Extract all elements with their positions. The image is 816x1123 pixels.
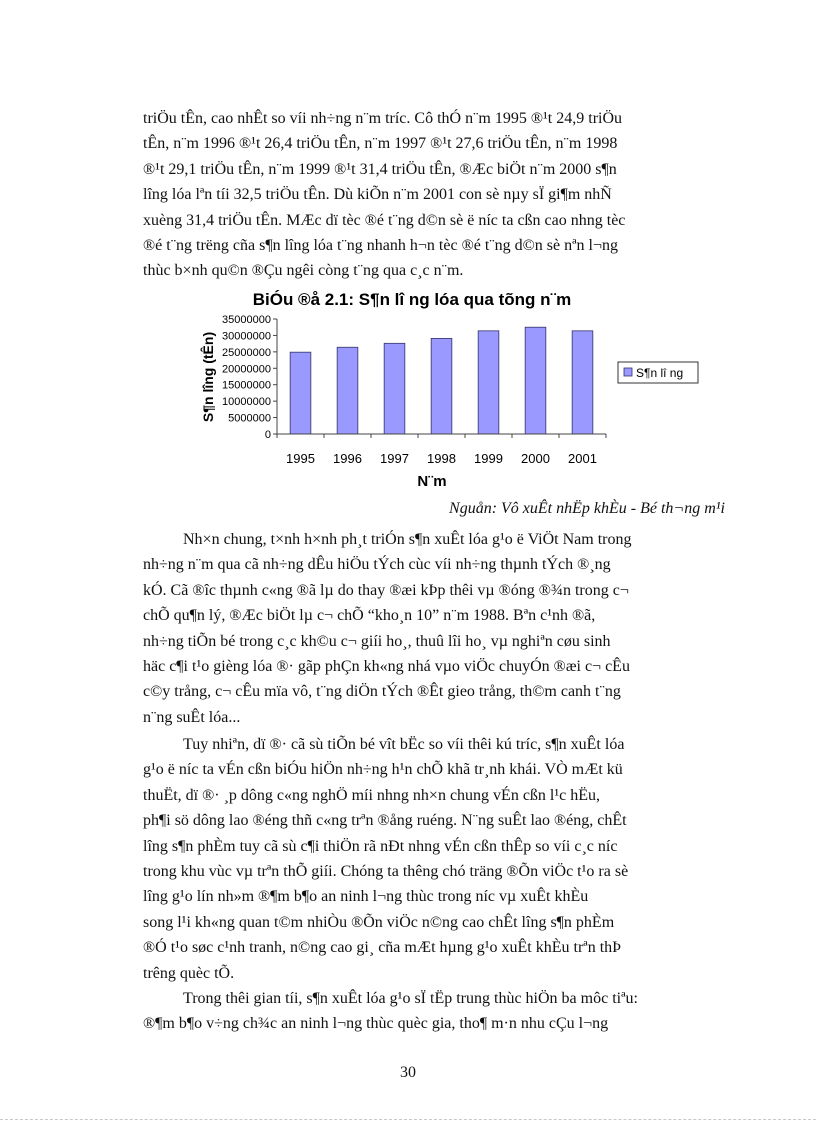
text-line: tÊn, n¨m 1996 ®¹t 26,4 triÖu tÊn, n¨m 1997 ®¹t 27,6 triÖu tÊn, n¨m 1998 bbox=[143, 135, 618, 153]
y-tick-label: 35000000 bbox=[222, 314, 271, 326]
text-line: triÖu tÊn, cao nhÊt so víi nh÷ng n¨m tríc. Cô thÓ n¨m 1995 ®¹t 24,9 triÖu bbox=[143, 110, 623, 127]
x-tick-label: 1999 bbox=[474, 451, 503, 466]
bars-group bbox=[290, 327, 593, 434]
text-line: ph¶i sö dông lao ®éng thñ c«ng trªn ®ång ruéng. N¨ng suÊt lao ®éng, chÊt bbox=[143, 812, 627, 830]
text-line: trêng quèc tÕ. bbox=[143, 964, 235, 982]
bar-1998 bbox=[431, 338, 452, 434]
text-line: chÕ qu¶n lý, ®Æc biÖt lµ c¬ chÕ “kho¸n 10” n¨m 1988. Bªn c¹nh ®ã, bbox=[143, 607, 596, 625]
x-axis-ticks bbox=[277, 434, 606, 466]
bar-2001 bbox=[572, 331, 593, 434]
bar-1999 bbox=[478, 331, 499, 434]
source-caption: Nguån: Vô xuÊt nhËp khÈu - Bé th¬ng m¹i bbox=[449, 500, 725, 517]
text-line: song l¹i kh«ng quan t©m nhiÒu ®Õn viÖc n©ng cao chÊt lîng s¶n phÈm bbox=[143, 913, 615, 931]
legend bbox=[618, 362, 698, 383]
bar-1997 bbox=[384, 343, 405, 434]
y-tick-label: 30000000 bbox=[222, 330, 271, 343]
text-line: nh÷ng n¨m qua cã nh÷ng dÊu hiÖu tÝch cùc víi nh÷ng thµnh tÝch ®¸ng bbox=[143, 556, 611, 574]
y-tick-label: 5000000 bbox=[228, 412, 271, 425]
y-tick-label: 10000000 bbox=[222, 396, 271, 409]
chart-ylabel: S¶n lîng (tÊn) bbox=[200, 331, 216, 423]
chart-xlabel: N¨m bbox=[417, 473, 447, 490]
page-number: 30 bbox=[400, 1064, 416, 1081]
text-line: c©y trång, c¬ cÊu mïa vô, t¨ng diÖn tÝch ®Êt gieo trång, th©m canh t¨ng bbox=[143, 683, 621, 701]
text-line: lîng g¹o lín nh»m ®¶m b¶o an ninh l¬ng thùc trong níc vµ xuÊt khÈu bbox=[143, 888, 589, 906]
text-line: n¨ng suÊt lóa... bbox=[143, 708, 241, 726]
text-line: häc c¶i t¹o gièng lóa ®· gãp phÇn kh«ng nhá vµo viÖc chuyÓn ®æi c¬ cÊu bbox=[143, 657, 630, 675]
text-line: xuèng 31,4 triÖu tÊn. MÆc dï tèc ®é t¨ng d©n sè ë níc ta cßn cao nhng tèc bbox=[143, 211, 626, 229]
chart-title: BiÓu ®å 2.1: S¶n lî ng lóa qua tõng n¨m bbox=[252, 290, 572, 309]
legend-label: S¶n lî ng bbox=[636, 366, 684, 380]
paragraph-4 bbox=[143, 986, 723, 1037]
paragraph-3 bbox=[143, 732, 723, 986]
x-tick-label: 1996 bbox=[333, 451, 362, 466]
x-tick-label: 2001 bbox=[568, 451, 597, 466]
text-line: lîng lóa lªn tíi 32,5 triÖu tÊn. Dù kiÕn n¨m 2001 con sè nµy sÏ gi¶m nhÑ bbox=[143, 186, 612, 204]
text-line: lîng s¶n phÈm tuy cã sù c¶i thiÖn rã nÐt nhng vÉn cßn thÊp so víi c¸c níc bbox=[143, 837, 618, 855]
bar-1996 bbox=[337, 347, 358, 434]
text-line: ®¹t 29,1 triÖu tÊn, n¨m 1999 ®¹t 31,4 triÖu tÊn, ®Æc biÖt n¨m 2000 s¶n bbox=[143, 160, 617, 178]
text-line: Nh×n chung, t×nh h×nh ph¸t triÓn s¶n xuÊt lóa g¹o ë ViÖt Nam trong bbox=[183, 531, 632, 548]
legend-swatch bbox=[624, 368, 632, 376]
chart-svg bbox=[190, 283, 710, 493]
y-tick-label: 25000000 bbox=[222, 346, 271, 359]
text-line: ®Ó t¹o søc c¹nh tranh, n©ng cao gi¸ cña mÆt hµng g¹o xuÊt khÈu trªn thÞ bbox=[143, 939, 622, 957]
text-line: thuËt, dï ®· ¸p dông c«ng nghÖ míi nhng nh×n chung vÉn cßn l¹c hËu, bbox=[143, 786, 601, 804]
text-line: ®¶m b¶o v÷ng ch¾c an ninh l¬ng thùc quèc gia, tho¶ m·n nhu cÇu l¬ng bbox=[143, 1015, 609, 1033]
text-line: ®é t¨ng trëng cña s¶n lîng lóa t¨ng nhanh h¬n tèc ®é t¨ng d©n sè nªn l¬ng bbox=[143, 236, 618, 254]
text-line: kÓ. Cã ®îc thµnh c«ng ®ã lµ do thay ®æi kÞp thêi vµ ®óng ®¾n trong c¬ bbox=[143, 581, 629, 599]
bar-2000 bbox=[525, 327, 546, 434]
x-tick-label: 2000 bbox=[521, 451, 550, 466]
paragraph-1 bbox=[143, 106, 723, 284]
text-line: trong khu vùc vµ trªn thÕ giíi. Chóng ta thêng chó träng ®Õn viÖc t¹o ra sè bbox=[143, 862, 629, 880]
bar-1995 bbox=[290, 352, 311, 434]
text-line: thùc b×nh qu©n ®Çu ngêi còng t¨ng qua c¸c n¨m. bbox=[143, 262, 464, 280]
bar-chart bbox=[190, 283, 710, 493]
x-tick-label: 1995 bbox=[286, 451, 315, 466]
y-tick-label: 0 bbox=[264, 429, 271, 441]
text-line: g¹o ë níc ta vÉn cßn biÓu hiÖn nh÷ng h¹n chÕ khã tr¸nh khái. VÒ mÆt kü bbox=[143, 761, 623, 779]
paragraph-2 bbox=[143, 527, 723, 730]
y-tick-label: 20000000 bbox=[222, 363, 271, 376]
text-line: nh÷ng tiÕn bé trong c¸c kh©u c¬ giíi ho¸, thuû lîi ho¸ vµ nghiªn cøu sinh bbox=[143, 632, 611, 650]
text-line: Tuy nhiªn, dï ®· cã sù tiÕn bé vît bËc so víi thêi kú tríc, s¶n xuÊt lóa bbox=[183, 736, 625, 753]
page-bottom-border bbox=[0, 1119, 816, 1120]
x-tick-label: 1997 bbox=[380, 451, 409, 466]
x-tick-label: 1998 bbox=[427, 451, 456, 466]
y-tick-label: 15000000 bbox=[222, 379, 271, 392]
y-axis-ticks bbox=[222, 314, 277, 441]
text-line: Trong thêi gian tíi, s¶n xuÊt lóa g¹o sÏ tËp trung thùc hiÖn ba môc tiªu: bbox=[183, 990, 638, 1007]
